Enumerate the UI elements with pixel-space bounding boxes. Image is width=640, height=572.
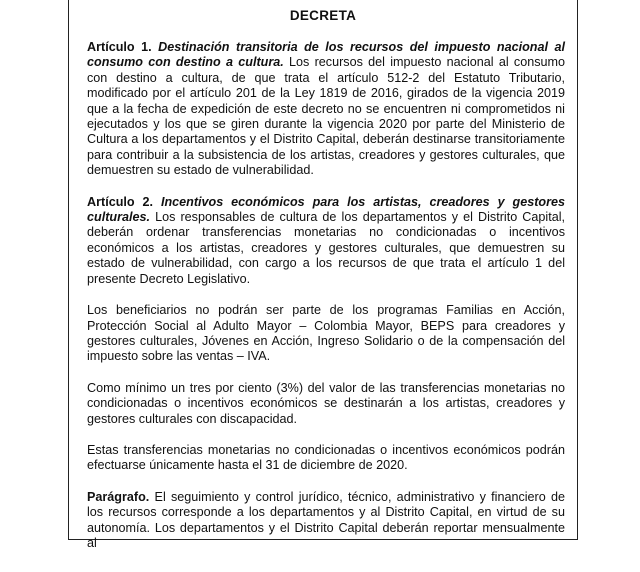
- paragrafo: [87, 490, 565, 552]
- paragrafo-text: El seguimiento y control jurídico, técnico, administrativo y financiero de los recursos corresponde a los departamentos y al Distrito Capital, en virtud de su autonomía. Los departamentos y el Distrito Capital deberán reportar mensualmente al: [87, 489, 566, 550]
- paragraph-deadline: Estas transferencias monetarias no condicionadas o incentivos económicos podrán efectuarse únicamente hasta el 31 de diciembre de 2020.: [87, 442, 565, 473]
- article-1-text: Los recursos del impuesto nacional al consumo con destino a cultura, de que trata el artículo 512-2 del Estatuto Tributario, modificado por el artículo 201 de la Ley 1819 de 2016, girados de la vigencia 2019 que a la fecha de expedición de este decreto no se encuentren ni comprometidos ni ejecutados y los que se giren durante la vigencia 2020 por parte del Ministerio de Cultura a los departamentos y el Distrito Capital, deberán destinarse transitoriamente para contribuir a la subsistencia de los artistas, creadores y gestores culturales, que demuestren su estado de vulnerabilidad.: [87, 55, 566, 178]
- article-1-label: Artículo 1.: [87, 40, 152, 54]
- article-2: [87, 195, 565, 287]
- document-frame: [68, 0, 578, 550]
- document-title: DECRETA: [289, 8, 357, 23]
- document-body: [87, 40, 565, 567]
- article-2-label: Artículo 2.: [87, 194, 154, 209]
- paragraph-disability-share: Como mínimo un tres por ciento (3%) del valor de las transferencias monetarias no condicionadas o incentivos económicos se destinarán a los artistas, creadores y gestores culturales con discapacidad.: [87, 380, 565, 426]
- paragrafo-label: Parágrafo.: [87, 489, 150, 504]
- article-2-heading: Incentivos económicos para los artistas, creadores y gestores culturales.: [87, 194, 566, 225]
- article-2-text: Los responsables de cultura de los departamentos y el Distrito Capital, deberán ordenar transferencias monetarias no condicionadas o incentivos económicos a los artistas, creadores y gestores culturales, que demuestren su estado de vulnerabilidad, con cargo a los recursos de que trata el artículo 1 del presente Decreto Legislativo.: [87, 210, 566, 286]
- article-1: [87, 40, 565, 179]
- article-1-heading: Destinación transitoria de los recursos del impuesto nacional al consumo con destino a cultura.: [87, 40, 565, 70]
- paragraph-beneficiaries: Los beneficiarios no podrán ser parte de los programas Familias en Acción, Protección Social al Adulto Mayor – Colombia Mayor, BEPS para creadores y gestores culturales, Jóvenes en Acción, Ingreso Solidario o de la compensación del impuesto sobre las ventas – IVA.: [87, 303, 565, 364]
